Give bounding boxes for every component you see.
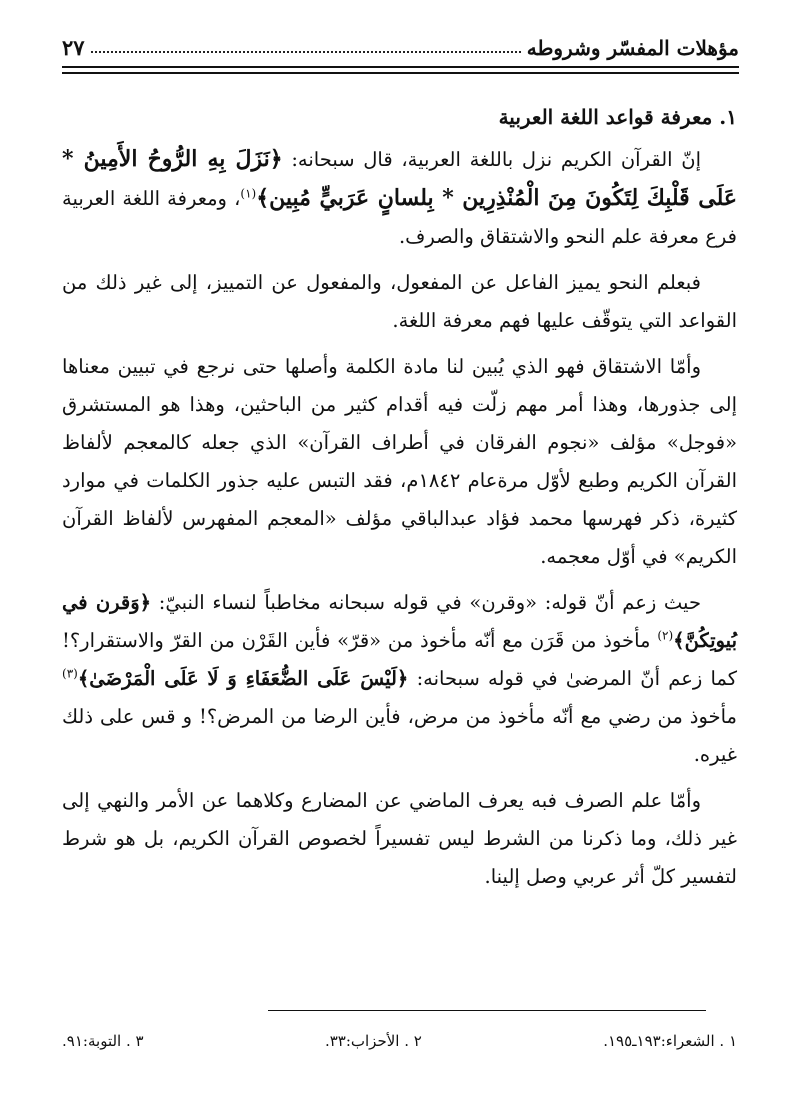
footnotes — [62, 1032, 737, 1050]
section-heading: ١. معرفة قواعد اللغة العربية — [498, 105, 737, 129]
footnote-ref-3: (٣) — [62, 666, 78, 681]
paragraph-4-text-a: حيث زعم أنّ قوله: «وقرن» في قوله سبحانه مخاطباً لنساء النبيّ: — [151, 591, 702, 614]
paragraph-1-text-b: ، ومعرفة اللغة العربية فرع معرفة علم النحو والاشتقاق والصرف. — [62, 187, 737, 248]
paragraph-5: وأمّا علم الصرف فبه يعرف الماضي عن المضارع وكلاهما عن الأمر والنهي إلى غير ذلك، وما ذكرنا من الشرط ليس تفسيراً لخصوص القرآن الكريم، بل هو شرط لتفسير كلّ أثر عربي وصل إلينا. — [62, 789, 737, 888]
paragraph-1-text-a: إنّ القرآن الكريم نزل باللغة العربية، قال سبحانه: — [282, 148, 701, 171]
footnote-separator — [268, 1010, 706, 1011]
page-number: ٢٧ — [62, 35, 85, 60]
running-header — [62, 30, 739, 60]
header-rule-top — [62, 66, 739, 68]
paragraph-4-text-b: مأخوذ من قَرَن مع أنّه مأخوذ من «قرّ» فأين القَرْن من القرّ والاستقرار؟! كما زعم أنّ المرضىٰ في قوله سبحانه: — [62, 629, 737, 690]
footnote-ref-2: (٢) — [657, 628, 674, 643]
paragraph-3: وأمّا الاشتقاق فهو الذي يُبين لنا مادة الكلمة وأصلها حتى نرجع في تبيين معناها إلى جذورها، وهذا أمر مهم زلّت فيه أقدام كثير من الباحثين، وهذا هو المستشرق «فوجل» مؤلف «نجوم الفرقان في أطراف القرآن» الذي جعله كالمعجم لألفاظ القرآن الكريم وطبع لأوّل مرةعام ١٨٤٢م، فقد التبس عليه جذور الكلمات في موارد كثيرة، ذكر فهرسها محمد فؤاد عبدالباقي مؤلف «المعجم المفهرس لألفاظ القرآن الكريم» في أوّل معجمه. — [62, 355, 737, 568]
footnote-2: ٢ . الأحزاب:٣٣. — [324, 1032, 422, 1050]
quran-quote-3: ﴿لَيْسَ عَلَى الضُّعَفَاءِ وَ لَا عَلَى الْمَرْضَىٰ﴾ — [77, 667, 409, 690]
quran-quote-1: ﴿نَزَلَ بِهِ الرُّوحُ الأَمِينُ * عَلَى قَلْبِكَ لِتَكُونَ مِنَ الْمُنْذِرِين * بِلسانٍ عَرَبيٍّ مُبِين﴾ — [62, 146, 737, 211]
footnote-3: ٣ . التوبة:٩١. — [62, 1032, 144, 1050]
footnote-ref-1: (١) — [240, 186, 257, 201]
page-body — [62, 98, 737, 904]
paragraph-1 — [62, 140, 737, 256]
header-rule-bottom — [62, 72, 739, 74]
chapter-title: مؤهلات المفسّر وشروطه — [526, 36, 739, 60]
quran-quote-2: ﴿وَقرن في بُيوتِكُنَّ﴾ — [62, 591, 737, 652]
paragraph-4-text-c: مأخوذ من رضي مع أنّه مأخوذ من مرض، فأين الرضا من المرض؟! و قس على ذلك غيره. — [62, 705, 737, 766]
paragraph-2: فبعلم النحو يميز الفاعل عن المفعول، والمفعول عن التمييز، إلى غير ذلك من القواعد التي يتوقّف عليها فهم معرفة اللغة. — [62, 271, 737, 332]
paragraph-4 — [62, 584, 737, 774]
header-dot-leader — [91, 51, 521, 53]
footnote-1: ١ . الشعراء:١٩٣ـ١٩٥. — [603, 1032, 737, 1050]
